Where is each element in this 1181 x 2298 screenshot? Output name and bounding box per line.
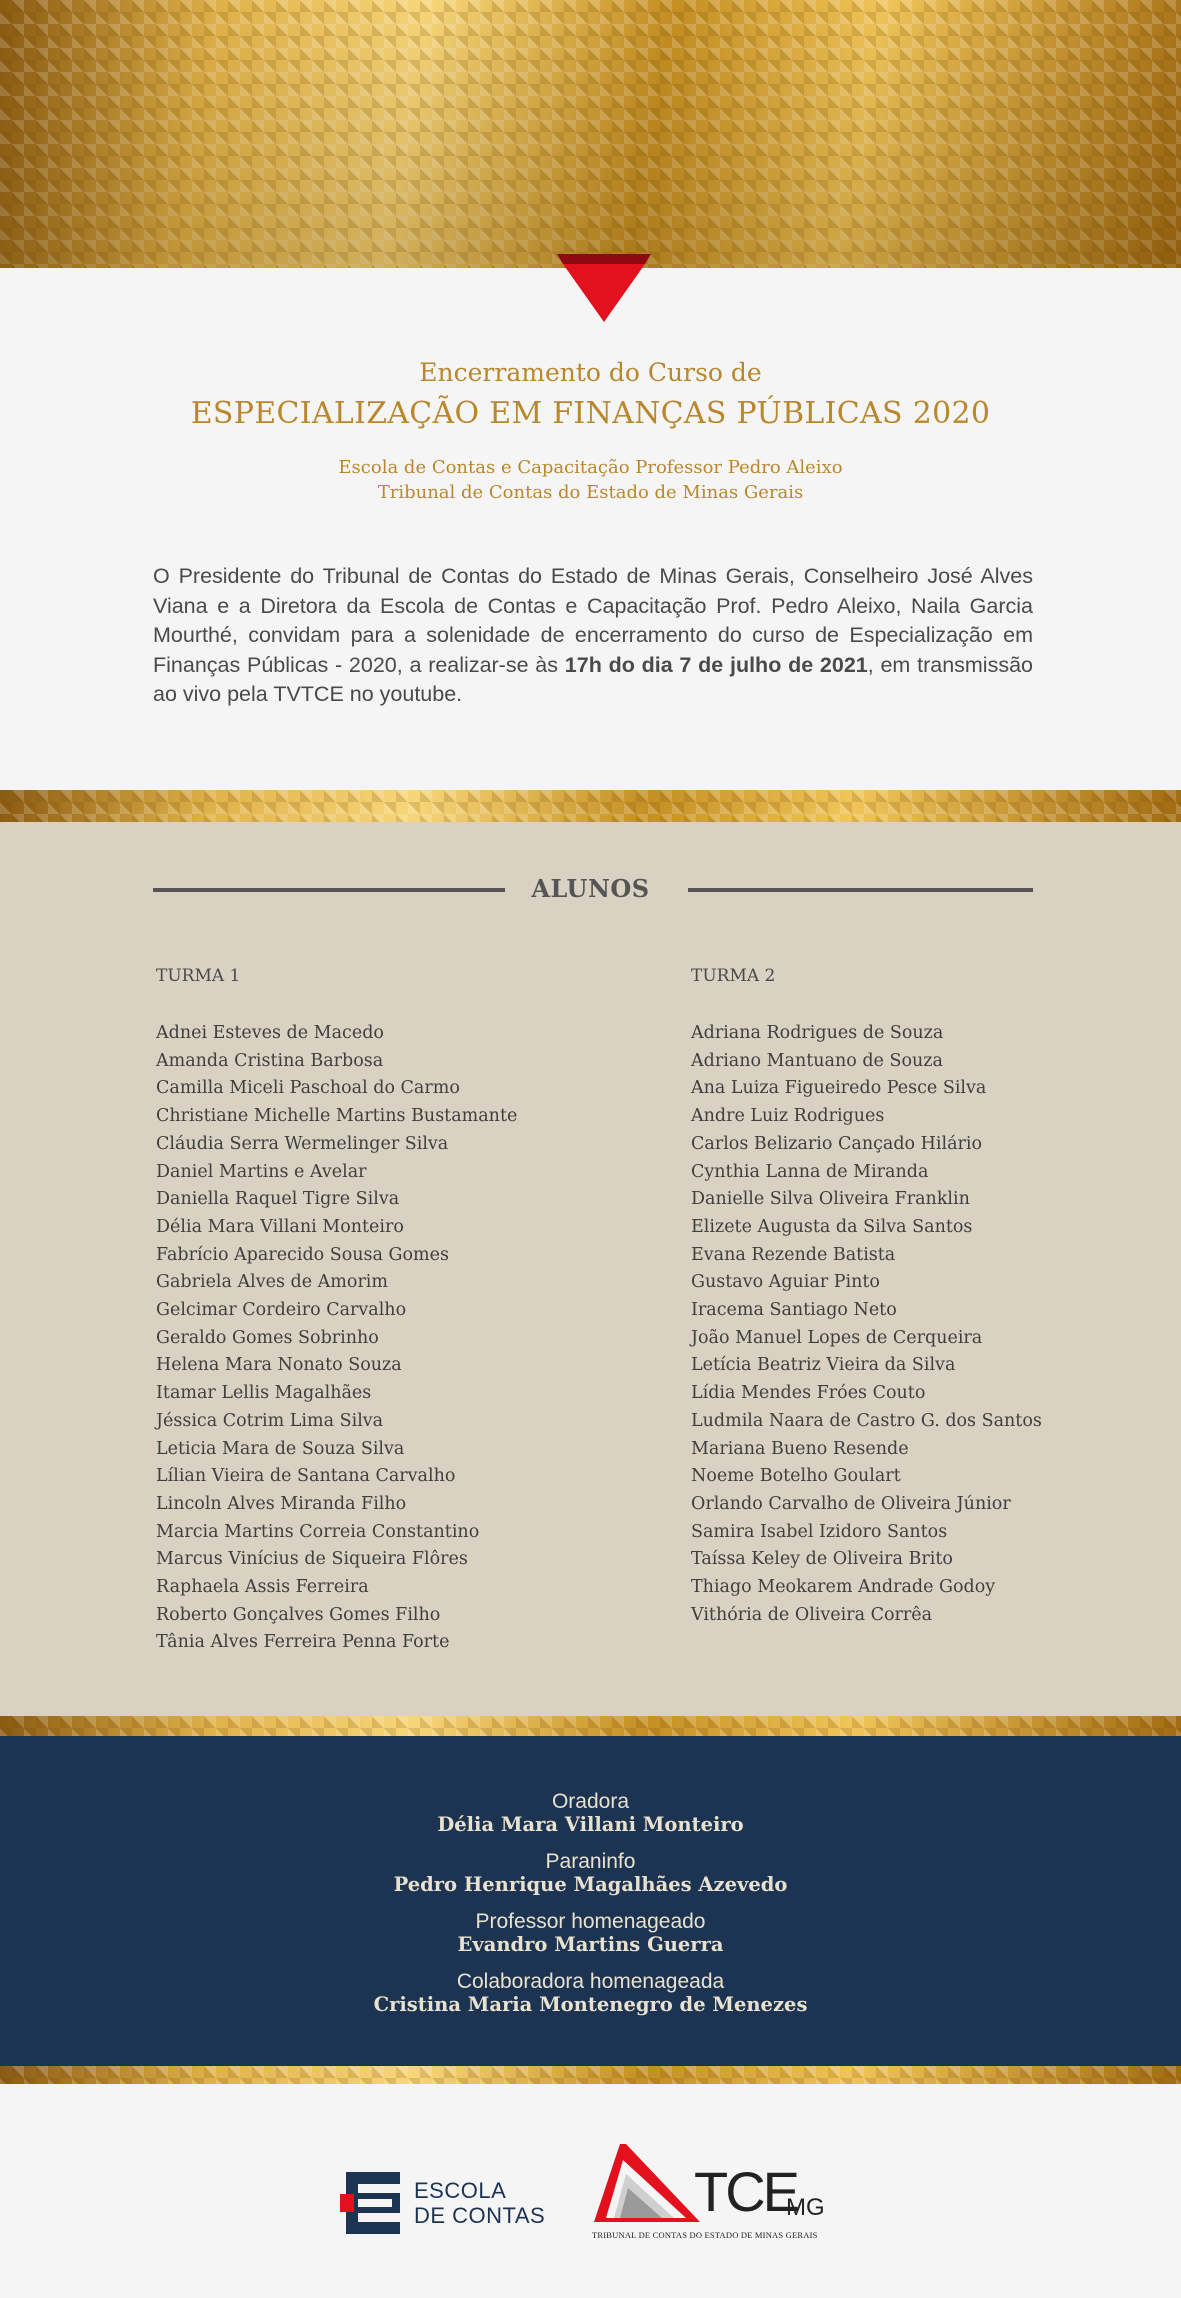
tce-wordmark: TCE [694,2160,797,2223]
turma2-column [691,966,1161,1629]
escola-logo-line2: DE CONTAS [414,2203,546,2228]
student-name: Raphaela Assis Ferreira [156,1577,369,1598]
honors-section [0,1736,1181,2066]
honor-item [0,1851,1181,1896]
heading-rule-right [688,888,1033,892]
student-name: Elizete Augusta da Silva Santos [691,1216,973,1237]
student-name: Samira Isabel Izidoro Santos [691,1521,948,1542]
student-name: Tânia Alves Ferreira Penna Forte [156,1632,450,1653]
student-name: Letícia Beatriz Vieira da Silva [691,1355,956,1376]
student-name: Marcus Vinícius de Siqueira Flôres [156,1549,468,1570]
escola-e-icon [340,2172,402,2234]
student-name: Mariana Bueno Resende [691,1438,909,1459]
header-gold-banner [0,0,1181,268]
escola-de-contas-logo [340,2172,560,2234]
student-name: Andre Luiz Rodrigues [691,1106,885,1127]
student-name: Lílian Vieira de Santana Carvalho [156,1466,456,1487]
gold-divider-strip [0,1716,1181,1736]
turma2-student-list [691,1020,1161,1629]
student-name: Jéssica Cotrim Lima Silva [156,1410,384,1431]
tce-triangle-icon [590,2144,710,2226]
tce-caption: TRIBUNAL DE CONTAS DO ESTADO DE MINAS GERAIS [592,2230,818,2240]
student-name: Gustavo Aguiar Pinto [691,1272,880,1293]
student-name: Ana Luiza Figueiredo Pesce Silva [691,1078,987,1099]
title-block [0,355,1181,505]
student-name: Helena Mara Nonato Souza [156,1355,402,1376]
honor-role: Colaboradora homenageada [456,1970,725,1993]
gold-divider-strip [0,790,1181,822]
honor-item [0,1911,1181,1956]
student-name: Camilla Miceli Paschoal do Carmo [156,1078,460,1099]
student-name: Marcia Martins Correia Constantino [156,1521,480,1542]
honor-item [0,1791,1181,1836]
honor-role: Oradora [551,1790,630,1813]
student-name: Christiane Michelle Martins Bustamante [156,1106,518,1127]
footer-logos [0,2084,1181,2298]
student-name: Ludmila Naara de Castro G. dos Santos [691,1410,1042,1431]
turma1-column [156,966,656,1657]
honor-name: Evandro Martins Guerra [457,1933,724,1956]
student-name: João Manuel Lopes de Cerqueira [691,1327,983,1348]
student-name: Daniella Raquel Tigre Silva [156,1189,400,1210]
gold-divider-strip [0,2066,1181,2084]
student-name: Fabrício Aparecido Sousa Gomes [156,1244,449,1265]
student-name: Thiago Meokarem Andrade Godoy [691,1577,996,1598]
student-name: Gabriela Alves de Amorim [156,1272,388,1293]
escola-logo-line1: ESCOLA [414,2178,507,2203]
student-name: Gelcimar Cordeiro Carvalho [156,1300,407,1321]
student-name: Lídia Mendes Fróes Couto [691,1383,926,1404]
school-name: Escola de Contas e Capacitação Professor Pedro Aleixo [338,457,843,478]
student-name: Cynthia Lanna de Miranda [691,1161,929,1182]
student-name: Adriana Rodrigues de Souza [691,1023,944,1043]
students-heading: ALUNOS [531,874,650,903]
invitation-text-start: O Presidente do Tribunal de Contas do Estado de Minas Gerais, Conselheiro José Alves Viana e a Diretora da Escola de Contas e Capacitação Prof. Pedro Aleixo, Naila Garcia Mourthé, convidam para a solenidade de encerramento do curso de Especialização em Finanças Públicas - 2020, a realizar-se às [153,564,1033,677]
escola-logo-text [414,2178,545,2228]
student-name: Cláudia Serra Wermelinger Silva [156,1133,449,1154]
tce-mg-logo [590,2144,830,2244]
invitation-text-end: , em transmissão ao vivo pela TVTCE no youtube. [153,652,1033,706]
student-name: Itamar Lellis Magalhães [156,1383,372,1404]
tce-state: MG [786,2194,825,2221]
court-name: Tribunal de Contas do Estado de Minas Gerais [377,482,804,503]
invitation-paragraph [153,562,1033,710]
title-line1: Encerramento do Curso de [419,358,762,387]
honor-name: Pedro Henrique Magalhães Azevedo [393,1873,788,1896]
course-title: ESPECIALIZAÇÃO EM FINANÇAS PÚBLICAS 2020 [190,396,991,431]
student-name: Amanda Cristina Barbosa [156,1050,384,1071]
student-name: Geraldo Gomes Sobrinho [156,1327,379,1348]
student-name: Vithória de Oliveira Corrêa [691,1604,933,1625]
student-name: Evana Rezende Batista [691,1244,896,1265]
student-name: Adriano Mantuano de Souza [691,1050,943,1071]
student-name: Orlando Carvalho de Oliveira Júnior [691,1493,1011,1514]
student-name: Carlos Belizario Cançado Hilário [691,1133,983,1154]
honors-list [0,1791,1181,2031]
student-name: Lincoln Alves Miranda Filho [156,1493,407,1514]
student-name: Taíssa Keley de Oliveira Brito [691,1549,953,1570]
honor-item [0,1971,1181,2016]
students-section [0,822,1181,1716]
red-ribbon-marker-icon [557,254,651,322]
turma2-label: TURMA 2 [691,966,776,986]
turma1-label: TURMA 1 [156,966,241,986]
honor-role: Paraninfo [545,1850,636,1873]
student-name: Noeme Botelho Goulart [691,1466,901,1487]
student-name: Iracema Santiago Neto [691,1300,897,1321]
honor-role: Professor homenageado [475,1910,706,1933]
student-name: Délia Mara Villani Monteiro [156,1216,404,1237]
student-name: Adnei Esteves de Macedo [156,1023,384,1043]
turma1-student-list [156,1020,656,1657]
student-name: Daniel Martins e Avelar [156,1161,367,1182]
student-name: Leticia Mara de Souza Silva [156,1438,405,1459]
student-name: Danielle Silva Oliveira Franklin [691,1189,970,1210]
student-name: Roberto Gonçalves Gomes Filho [156,1604,441,1625]
honor-name: Cristina Maria Montenegro de Menezes [373,1993,808,2016]
honor-name: Délia Mara Villani Monteiro [437,1813,744,1836]
invitation-date: 17h do dia 7 de julho de 2021 [564,652,868,677]
